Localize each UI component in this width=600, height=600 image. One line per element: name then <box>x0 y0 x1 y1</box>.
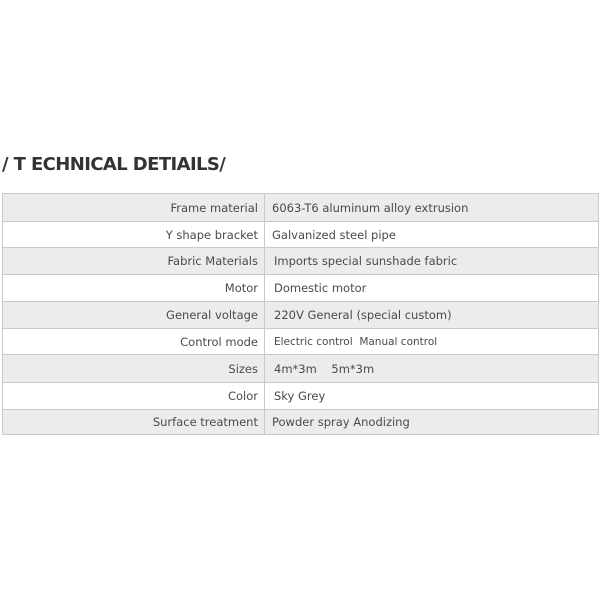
spec-value: Domestic motor <box>265 275 599 302</box>
spec-value: Electric control Manual control <box>265 329 599 355</box>
spec-label: Frame material <box>3 194 265 222</box>
table-row <box>3 383 599 410</box>
spec-value: Imports special sunshade fabric <box>265 248 599 275</box>
table-row <box>3 194 599 222</box>
table-row <box>3 410 599 435</box>
spec-value: 4m*3m 5m*3m <box>265 355 599 383</box>
spec-label: Control mode <box>3 329 265 355</box>
table-row <box>3 275 599 302</box>
spec-label: General voltage <box>3 302 265 329</box>
spec-value: 6063-T6 aluminum alloy extrusion <box>265 194 599 222</box>
spec-label: Fabric Materials <box>3 248 265 275</box>
table-row <box>3 302 599 329</box>
spec-value: Galvanized steel pipe <box>265 222 599 248</box>
spec-value: 220V General (special custom) <box>265 302 599 329</box>
spec-label: Surface treatment <box>3 410 265 435</box>
spec-value: Powder spray Anodizing <box>265 410 599 435</box>
section-title: / T ECHNICAL DETIAILS/ <box>2 154 226 175</box>
spec-label: Y shape bracket <box>3 222 265 248</box>
spec-label: Color <box>3 383 265 410</box>
spec-value: Sky Grey <box>265 383 599 410</box>
table-row <box>3 222 599 248</box>
table-row <box>3 329 599 355</box>
spec-label: Motor <box>3 275 265 302</box>
table-row <box>3 248 599 275</box>
table-row <box>3 355 599 383</box>
spec-label: Sizes <box>3 355 265 383</box>
technical-details-table <box>2 193 599 435</box>
